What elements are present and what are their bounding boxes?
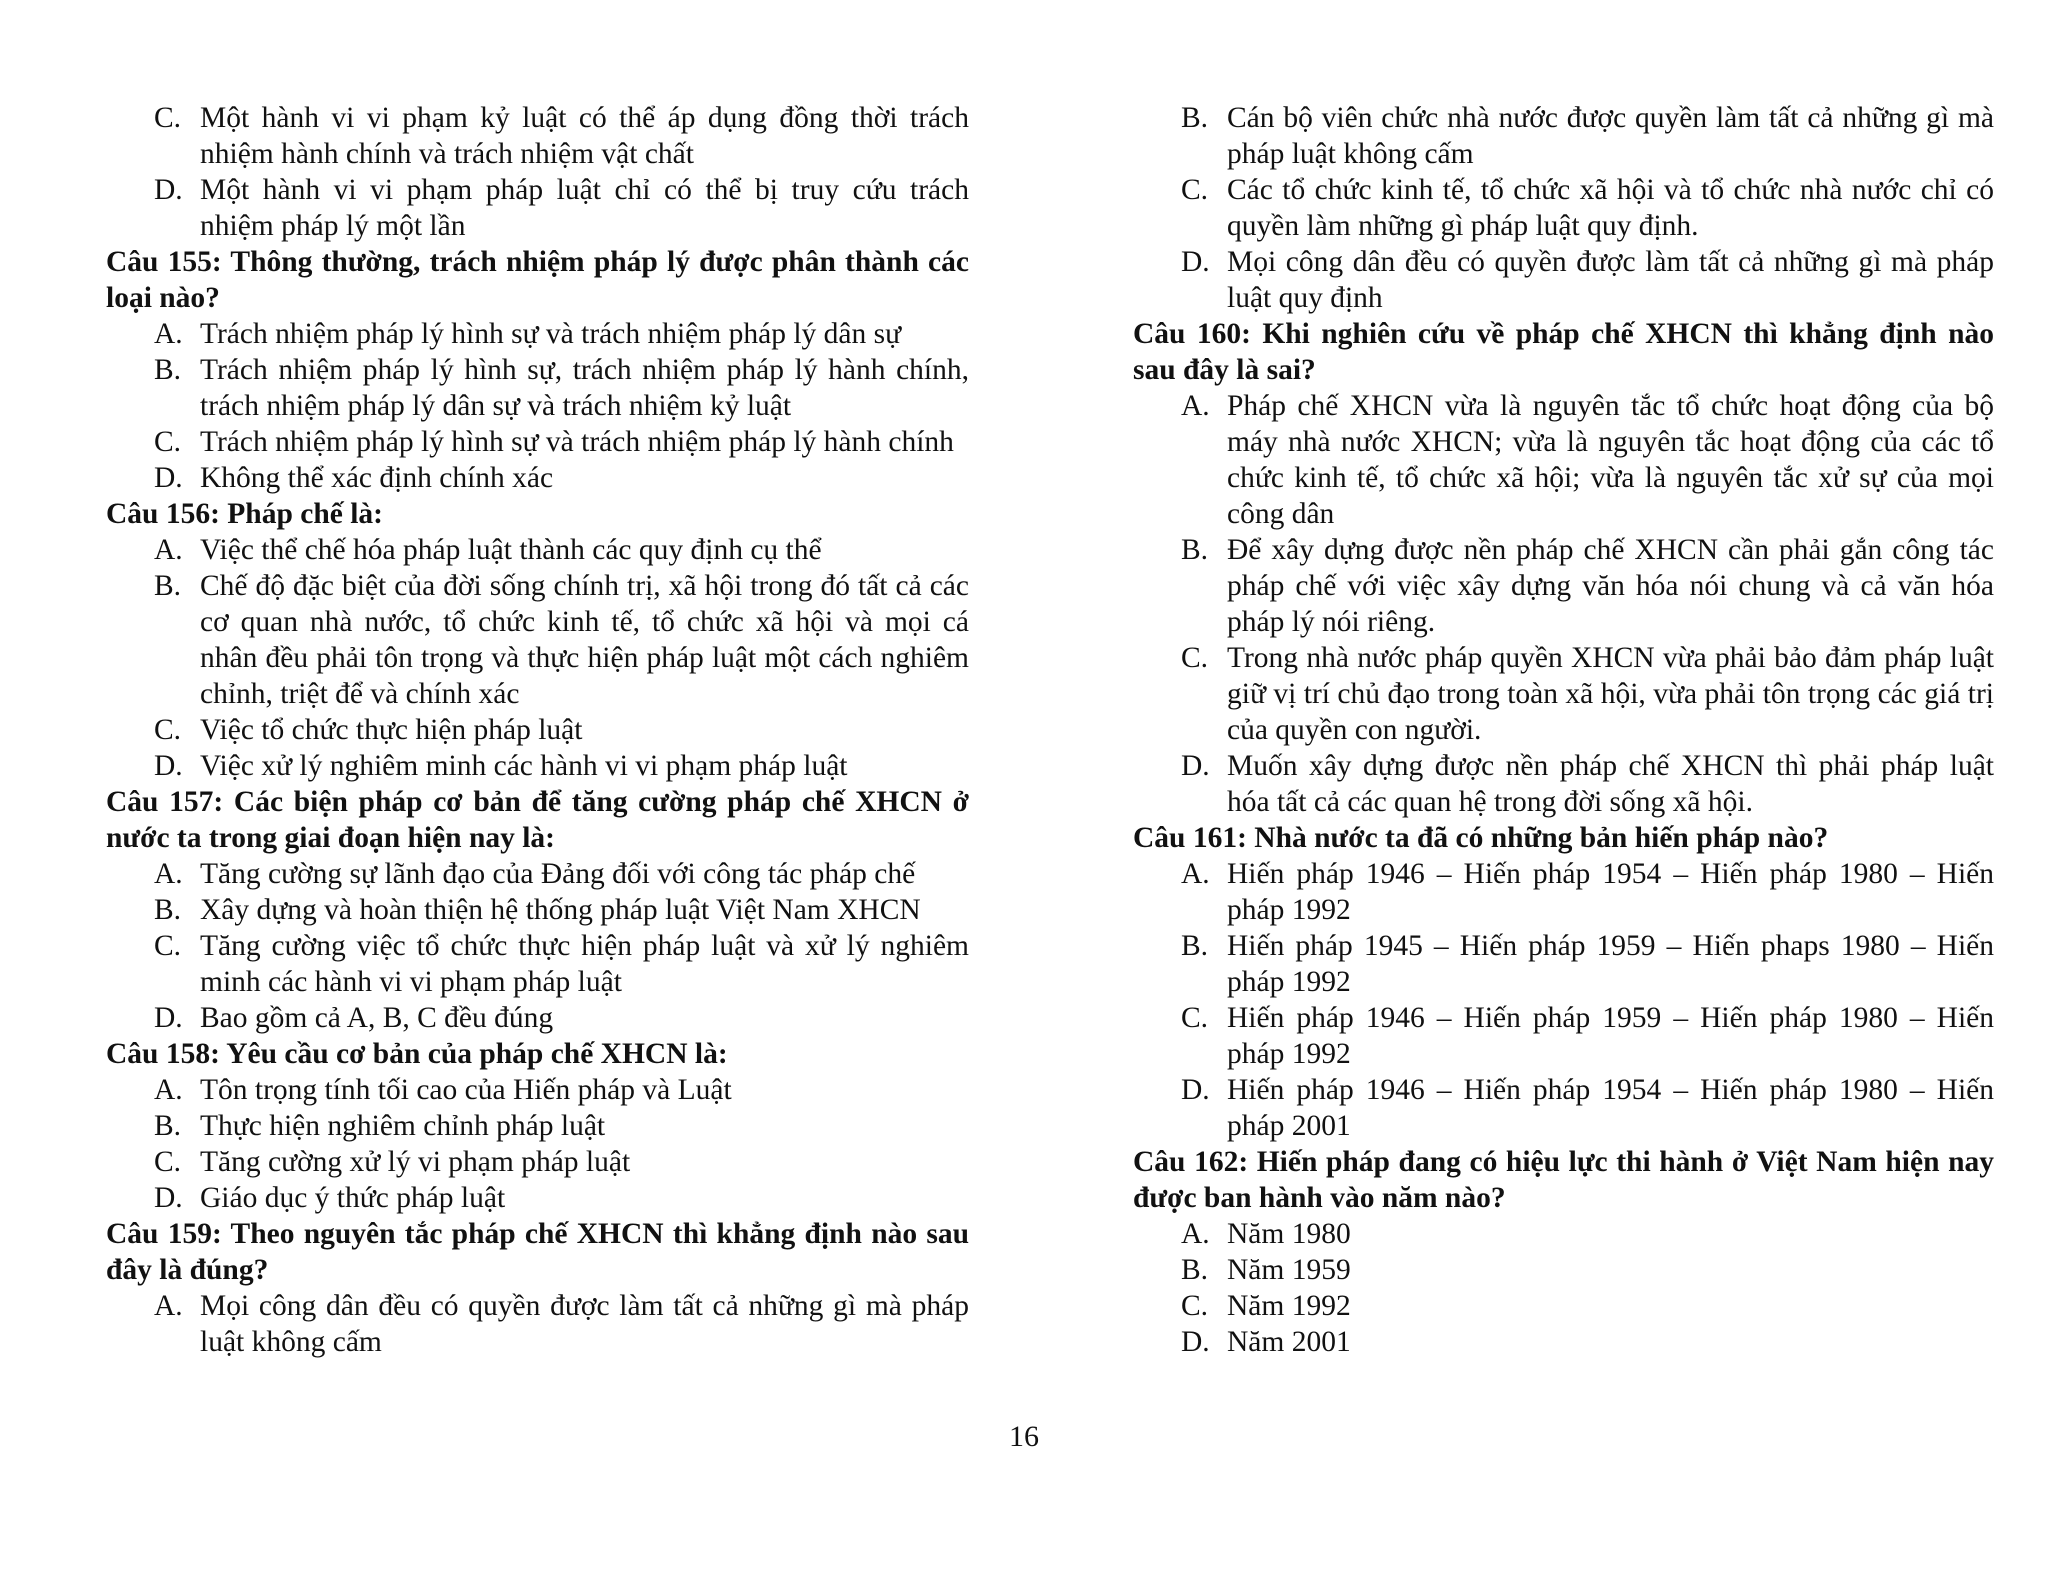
option-letter: B. — [1181, 930, 1209, 962]
question-heading: Câu 162: Hiến pháp đang có hiệu lực thi hành ở Việt Nam hiện nay được ban hành vào năm nào? — [1133, 1146, 1994, 1214]
option-text: Hiến pháp 1946 – Hiến pháp 1954 – Hiến pháp 1980 – Hiến pháp 2001 — [1227, 1074, 1994, 1142]
option-text: Pháp chế XHCN vừa là nguyên tắc tổ chức hoạt động của bộ máy nhà nước XHCN; vừa là nguyên tắc hoạt động của các tổ chức kinh tế, tổ chức xã hội; vừa là nguyên tắc xử sự của mọi công dân — [1227, 390, 1994, 530]
answer-option — [106, 1288, 969, 1360]
option-letter: C. — [154, 102, 182, 134]
option-letter: B. — [1181, 534, 1209, 566]
option-letter: D. — [1181, 750, 1210, 782]
question-heading: Câu 155: Thông thường, trách nhiệm pháp lý được phân thành các loại nào? — [106, 246, 969, 314]
option-text: Năm 1959 — [1227, 1254, 1351, 1286]
option-letter: C. — [1181, 174, 1209, 206]
option-text: Hiến pháp 1946 – Hiến pháp 1954 – Hiến pháp 1980 – Hiến pháp 1992 — [1227, 858, 1994, 926]
option-letter: D. — [154, 750, 183, 782]
answer-option — [1133, 172, 1994, 244]
answer-option — [106, 172, 969, 244]
option-text: Chế độ đặc biệt của đời sống chính trị, xã hội trong đó tất cả các cơ quan nhà nước, tổ chức kinh tế, tổ chức xã hội và mọi cá nhân đều phải tôn trọng và thực hiện pháp luật một cách nghiêm chỉnh, triệt để và chính xác — [200, 570, 969, 710]
answer-option — [1133, 1072, 1994, 1144]
answer-option — [106, 1144, 969, 1180]
answer-option — [1133, 244, 1994, 316]
answer-option — [106, 928, 969, 1000]
option-letter: A. — [154, 1074, 183, 1106]
answer-option — [1133, 1252, 1994, 1288]
option-text: Tôn trọng tính tối cao của Hiến pháp và Luật — [200, 1074, 732, 1106]
answer-option — [106, 352, 969, 424]
option-letter: A. — [154, 1290, 183, 1322]
option-letter: A. — [1181, 858, 1210, 890]
question-heading: Câu 156: Pháp chế là: — [106, 498, 383, 530]
option-letter: C. — [1181, 642, 1209, 674]
option-letter: D. — [154, 1182, 183, 1214]
option-letter: D. — [1181, 246, 1210, 278]
option-text: Một hành vi vi phạm pháp luật chỉ có thể bị truy cứu trách nhiệm pháp lý một lần — [200, 174, 969, 242]
answer-option — [1133, 1324, 1994, 1360]
answer-option — [106, 856, 969, 892]
answer-option — [1133, 748, 1994, 820]
option-text: Bao gồm cả A, B, C đều đúng — [200, 1002, 554, 1034]
answer-option — [106, 1180, 969, 1216]
option-letter: D. — [1181, 1326, 1210, 1358]
option-letter: A. — [154, 534, 183, 566]
option-text: Tăng cường việc tổ chức thực hiện pháp luật và xử lý nghiêm minh các hành vi vi phạm pháp luật — [200, 930, 969, 998]
answer-option — [1133, 1000, 1994, 1072]
option-text: Việc tổ chức thực hiện pháp luật — [200, 714, 583, 746]
question-heading: Câu 158: Yêu cầu cơ bản của pháp chế XHCN là: — [106, 1038, 728, 1070]
option-text: Mọi công dân đều có quyền được làm tất cả những gì mà pháp luật không cấm — [200, 1290, 969, 1358]
option-letter: C. — [154, 930, 182, 962]
option-text: Xây dựng và hoàn thiện hệ thống pháp luật Việt Nam XHCN — [200, 894, 921, 926]
option-letter: B. — [1181, 102, 1209, 134]
answer-option — [1133, 100, 1994, 172]
option-letter: A. — [1181, 390, 1210, 422]
answer-option — [1133, 532, 1994, 640]
option-text: Năm 2001 — [1227, 1326, 1351, 1358]
option-letter: B. — [1181, 1254, 1209, 1286]
option-letter: D. — [154, 462, 183, 494]
answer-option — [106, 100, 969, 172]
option-text: Trách nhiệm pháp lý hình sự và trách nhiệm pháp lý dân sự — [200, 318, 902, 350]
option-letter: B. — [154, 354, 182, 386]
left-column — [106, 100, 969, 1360]
option-letter: B. — [154, 894, 182, 926]
option-text: Việc xử lý nghiêm minh các hành vi vi phạm pháp luật — [200, 750, 848, 782]
option-text: Trách nhiệm pháp lý hình sự, trách nhiệm pháp lý hành chính, trách nhiệm pháp lý dân sự và trách nhiệm kỷ luật — [200, 354, 969, 422]
option-text: Các tổ chức kinh tế, tổ chức xã hội và tổ chức nhà nước chỉ có quyền làm những gì pháp luật quy định. — [1227, 174, 1994, 242]
answer-option — [1133, 928, 1994, 1000]
question-heading: Câu 160: Khi nghiên cứu về pháp chế XHCN thì khẳng định nào sau đây là sai? — [1133, 318, 1994, 386]
answer-option — [106, 460, 969, 496]
answer-option — [106, 316, 969, 352]
question-heading: Câu 157: Các biện pháp cơ bản để tăng cường pháp chế XHCN ở nước ta trong giai đoạn hiện nay là: — [106, 786, 969, 854]
question-heading: Câu 159: Theo nguyên tắc pháp chế XHCN thì khẳng định nào sau đây là đúng? — [106, 1218, 969, 1286]
answer-option — [106, 424, 969, 460]
option-text: Hiến pháp 1945 – Hiến pháp 1959 – Hiến phaps 1980 – Hiến pháp 1992 — [1227, 930, 1994, 998]
answer-option — [1133, 1216, 1994, 1252]
option-letter: D. — [1181, 1074, 1210, 1106]
option-text: Cán bộ viên chức nhà nước được quyền làm tất cả những gì mà pháp luật không cấm — [1227, 102, 1994, 170]
option-text: Năm 1980 — [1227, 1218, 1351, 1250]
option-letter: C. — [154, 714, 182, 746]
answer-option — [106, 748, 969, 784]
option-letter: A. — [154, 858, 183, 890]
option-text: Để xây dựng được nền pháp chế XHCN cần phải gắn công tác pháp chế với việc xây dựng văn hóa nói chung và cả văn hóa pháp lý nói riêng. — [1227, 534, 1994, 638]
option-letter: B. — [154, 570, 182, 602]
option-letter: C. — [154, 1146, 182, 1178]
answer-option — [106, 1000, 969, 1036]
option-letter: B. — [154, 1110, 182, 1142]
answer-option — [1133, 388, 1994, 532]
answer-option — [106, 1072, 969, 1108]
answer-option — [106, 712, 969, 748]
answer-option — [106, 532, 969, 568]
option-text: Tăng cường xử lý vi phạm pháp luật — [200, 1146, 631, 1178]
option-letter: C. — [1181, 1002, 1209, 1034]
option-text: Muốn xây dựng được nền pháp chế XHCN thì phải pháp luật hóa tất cả các quan hệ trong đời sống xã hội. — [1227, 750, 1994, 818]
answer-option — [106, 568, 969, 712]
answer-option — [1133, 856, 1994, 928]
option-letter: D. — [154, 1002, 183, 1034]
option-text: Trong nhà nước pháp quyền XHCN vừa phải bảo đảm pháp luật giữ vị trí chủ đạo trong toàn xã hội, vừa phải tôn trọng các giá trị của quyền con người. — [1227, 642, 1994, 746]
option-text: Một hành vi vi phạm kỷ luật có thể áp dụng đồng thời trách nhiệm hành chính và trách nhiệm vật chất — [200, 102, 969, 170]
page-number: 16 — [1009, 1420, 1039, 1453]
right-column — [1133, 100, 1994, 1360]
option-text: Mọi công dân đều có quyền được làm tất cả những gì mà pháp luật quy định — [1227, 246, 1994, 314]
option-letter: D. — [154, 174, 183, 206]
option-text: Giáo dục ý thức pháp luật — [200, 1182, 506, 1214]
answer-option — [106, 1108, 969, 1144]
option-letter: C. — [1181, 1290, 1209, 1322]
option-text: Tăng cường sự lãnh đạo của Đảng đối với công tác pháp chế — [200, 858, 916, 890]
option-letter: A. — [154, 318, 183, 350]
answer-option — [1133, 640, 1994, 748]
answer-option — [106, 892, 969, 928]
option-text: Hiến pháp 1946 – Hiến pháp 1959 – Hiến pháp 1980 – Hiến pháp 1992 — [1227, 1002, 1994, 1070]
answer-option — [1133, 1288, 1994, 1324]
option-text: Năm 1992 — [1227, 1290, 1351, 1322]
option-letter: A. — [1181, 1218, 1210, 1250]
option-text: Thực hiện nghiêm chỉnh pháp luật — [200, 1110, 606, 1142]
option-letter: C. — [154, 426, 182, 458]
option-text: Việc thể chế hóa pháp luật thành các quy định cụ thể — [200, 534, 822, 566]
question-heading: Câu 161: Nhà nước ta đã có những bản hiến pháp nào? — [1133, 822, 1829, 854]
option-text: Trách nhiệm pháp lý hình sự và trách nhiệm pháp lý hành chính — [200, 426, 954, 458]
option-text: Không thể xác định chính xác — [200, 462, 554, 494]
